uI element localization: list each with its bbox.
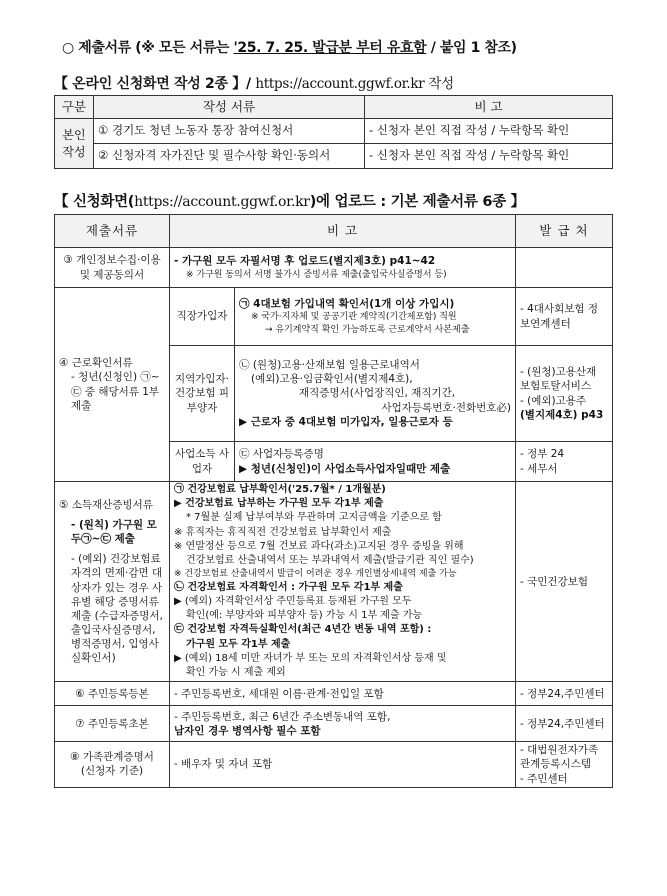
note-line: 건강보험료 산출내역서 또는 부과내역서 제출(발급기관 직인 필수) xyxy=(186,554,474,566)
table-row xyxy=(55,288,613,346)
issuer-line: - 세무서 xyxy=(520,462,558,475)
doc-name-line: - 청년(신청인) ㉠~㉢ 중 해당서류 1부 제출 xyxy=(71,371,160,412)
header-document: 제출서류 xyxy=(55,215,170,248)
note-line: ㉠ 4대보험 가입내역 확인서(1개 이상 가입시) xyxy=(239,298,455,311)
note-line: - 주민등록번호, 최근 6년간 주소변동내역 포함, xyxy=(174,710,391,723)
note-line: (예외)고용·임금확인서(별지제4호), xyxy=(251,373,413,386)
issuer-line: (별지제4호) p43 xyxy=(520,408,604,421)
doc-name xyxy=(55,482,170,682)
header-document: 작성 서류 xyxy=(94,96,365,119)
note-line: 재직증명서(사업장직인, 재직기간, xyxy=(299,387,456,400)
table-header-row xyxy=(55,96,613,119)
title-a: 【 신청화면( xyxy=(54,194,135,210)
note-cell xyxy=(235,442,516,482)
section-heading-documents xyxy=(62,37,517,57)
title-b: )에 업로드 : 기본 제출서류 6종 】 xyxy=(309,194,525,210)
subtype-label: 직장가입자 xyxy=(170,288,235,346)
note-line: 가구원 모두 각1부 제출 xyxy=(186,638,291,650)
issuer-line: - (예외)고용주 xyxy=(520,394,587,407)
line2-suffix: 작성 xyxy=(424,76,454,92)
doc-name: ⑦ 주민등록초본 xyxy=(55,706,170,742)
header-category: 구분 xyxy=(55,96,94,119)
note-line: ▶ (예외) 자격확인서상 주민등록표 등재된 가구원 모두 xyxy=(174,596,412,608)
validity-note: '25. 7. 25. 발급분 부터 유효함 xyxy=(233,40,427,56)
table-header-row xyxy=(55,215,613,248)
note-line: 남자인 경우 병역사항 필수 포함 xyxy=(174,724,321,737)
note-cell: - 신청자 본인 직접 작성 / 누락항목 확인 xyxy=(365,119,613,144)
doc-name-line: ⑧ 가족관계증명서 xyxy=(70,751,154,764)
doc-name-line: - (원칙) 가구원 모두㉠~㉢ 제출 xyxy=(71,518,157,545)
table-row xyxy=(55,706,613,742)
issuer-cell xyxy=(516,442,613,482)
note-cell: - 주민등록번호, 세대원 이름·관계·전입일 포함 xyxy=(170,682,516,706)
doc-name-line: ⑤ 소득재산증빙서류 xyxy=(59,498,153,511)
note-line: ※ 연말정산 등으로 7월 건보료 과다(과소)고지된 경우 증빙을 위해 xyxy=(174,540,464,552)
subtype-label: 사업소득 사업자 xyxy=(170,442,235,482)
table-row xyxy=(55,742,613,788)
table-row xyxy=(55,119,613,144)
header-note: 비 고 xyxy=(365,96,613,119)
doc-cell: ② 신청자격 자가진단 및 필수사항 확인·동의서 xyxy=(94,144,365,169)
note-line: ㉠ 건강보험료 납부확인서('25.7월* / 1개월분) xyxy=(174,484,386,495)
issuer-line: - (원청)고용산재 보험토탈서비스 xyxy=(520,366,597,393)
note-line: ※ 국가·지자체 및 공공기관 계약직(기간제포함) 직원 xyxy=(251,312,457,323)
issuer-line: - 대법원전자가족 관계등록시스템 xyxy=(520,744,599,771)
header-issuer: 발 급 처 xyxy=(516,215,613,248)
table-row xyxy=(55,682,613,706)
doc-cell: ① 경기도 청년 노동자 통장 참여신청서 xyxy=(94,119,365,144)
table-row xyxy=(55,248,613,288)
line2-bold: 【 온라인 신청화면 작성 2종 】/ xyxy=(54,76,256,92)
issuer-cell: - 정부24,주민센터 xyxy=(516,682,613,706)
group-label: 본인 작성 xyxy=(55,119,94,169)
issuer-line: - 정부 24 xyxy=(520,448,565,461)
note-line: ※ 휴직자는 휴직직전 건강보험료 납부확인서 제출 xyxy=(174,526,392,538)
doc-name-line: - (예외) 건강보험료 자격의 면제·감면 대상자가 있는 경우 사유별 해당 증명서류 제출 (수급자증명서, 출입국사실증명서, 병적증명서, 입영사실확인서) xyxy=(71,553,163,665)
doc-name: ⑥ 주민등록등본 xyxy=(55,682,170,706)
table-row xyxy=(55,482,613,682)
note-cell xyxy=(170,248,516,288)
doc-name-line: ④ 근로확인서류 xyxy=(59,357,133,370)
issuer-cell: - 국민건강보험 xyxy=(516,482,613,682)
note-line: ▶ 근로자 중 4대보험 미가입자, 일용근로자 등 xyxy=(239,415,453,428)
note-line: ▶ 건강보험료 납부하는 가구원 모두 각1부 제출 xyxy=(174,498,384,510)
note-cell xyxy=(235,346,516,442)
table-row xyxy=(55,144,613,169)
online-form-heading xyxy=(54,72,454,93)
doc-name-line: (신청자 기준) xyxy=(80,765,144,778)
issuer-line: - 주민센터 xyxy=(520,772,568,785)
note-line: ※ 가구원 동의서 서명 불가시 증빙서류 제출(출입국사실증명서 등) xyxy=(186,269,447,280)
account-url-link[interactable]: https://account.ggwf.or.kr xyxy=(255,76,425,92)
doc-name xyxy=(55,742,170,788)
note-cell xyxy=(170,482,516,682)
note-cell xyxy=(235,288,516,346)
note-line: → 유기계약직 확인 가능하도록 근로계약서 사본제출 xyxy=(265,324,470,335)
note-line: ㉡ (원청)고용·산재보험 일용근로내역서 xyxy=(239,359,420,372)
note-line: ※ 건강보험료 산출내역서 발급이 어려운 경우 개인별상세내역 제출 가능 xyxy=(174,569,457,580)
upload-documents-table xyxy=(54,214,613,788)
note-line: ▶ (예외) 18세 미만 자녀가 부 또는 모의 자격확인서상 등재 및 xyxy=(174,652,447,664)
issuer-cell xyxy=(516,742,613,788)
note-line: ㉢ 건강보험 자격득실확인서(최근 4년간 변동 내역 포함) : xyxy=(174,624,432,636)
note-line: 사업자등록번호·전화번호必) xyxy=(381,401,511,414)
note-line: ㉡ 건강보험료 자격확인서 : 가구원 모두 각1부 제출 xyxy=(174,581,403,593)
note-line: - 가구원 모두 자필서명 후 업로드(별지제3호) p41~42 xyxy=(174,255,436,268)
issuer-cell: - 4대사회보험 정보연계센터 xyxy=(516,288,613,346)
note-line: 확인(예: 부양자와 피부양자 등) 가능 시 1부 제출 가능 xyxy=(186,610,423,622)
note-line: 확인 가능 시 제출 제외 xyxy=(186,667,286,679)
note-line: ㉢ 사업자등록증명 xyxy=(239,448,324,461)
note-line: * 7월분 실제 납부여부와 무관하며 고지금액을 기준으로 함 xyxy=(186,512,442,524)
doc-name xyxy=(55,288,170,482)
issuer-cell xyxy=(516,248,613,288)
header-note: 비 고 xyxy=(170,215,516,248)
note-cell xyxy=(170,706,516,742)
upload-url-link[interactable]: https://account.ggwf.or.kr xyxy=(134,194,310,210)
line1-suffix: / 붙임 1 참조) xyxy=(426,40,517,56)
issuer-cell: - 정부24,주민센터 xyxy=(516,706,613,742)
subtype-label: 지역가입자· 건강보험 피부양자 xyxy=(170,346,235,442)
upload-section-heading xyxy=(54,190,525,211)
line1-prefix: ○ 제출서류 (※ 모든 서류는 xyxy=(62,40,234,56)
note-line: ▶ 청년(신청인)이 사업소득사업자일때만 제출 xyxy=(239,462,451,475)
note-cell: - 신청자 본인 직접 작성 / 누락항목 확인 xyxy=(365,144,613,169)
note-cell: - 배우자 및 자녀 포함 xyxy=(170,742,516,788)
issuer-cell xyxy=(516,346,613,442)
doc-name: ③ 개인정보수집·이용 및 제공동의서 xyxy=(55,248,170,288)
online-forms-table xyxy=(54,95,613,169)
